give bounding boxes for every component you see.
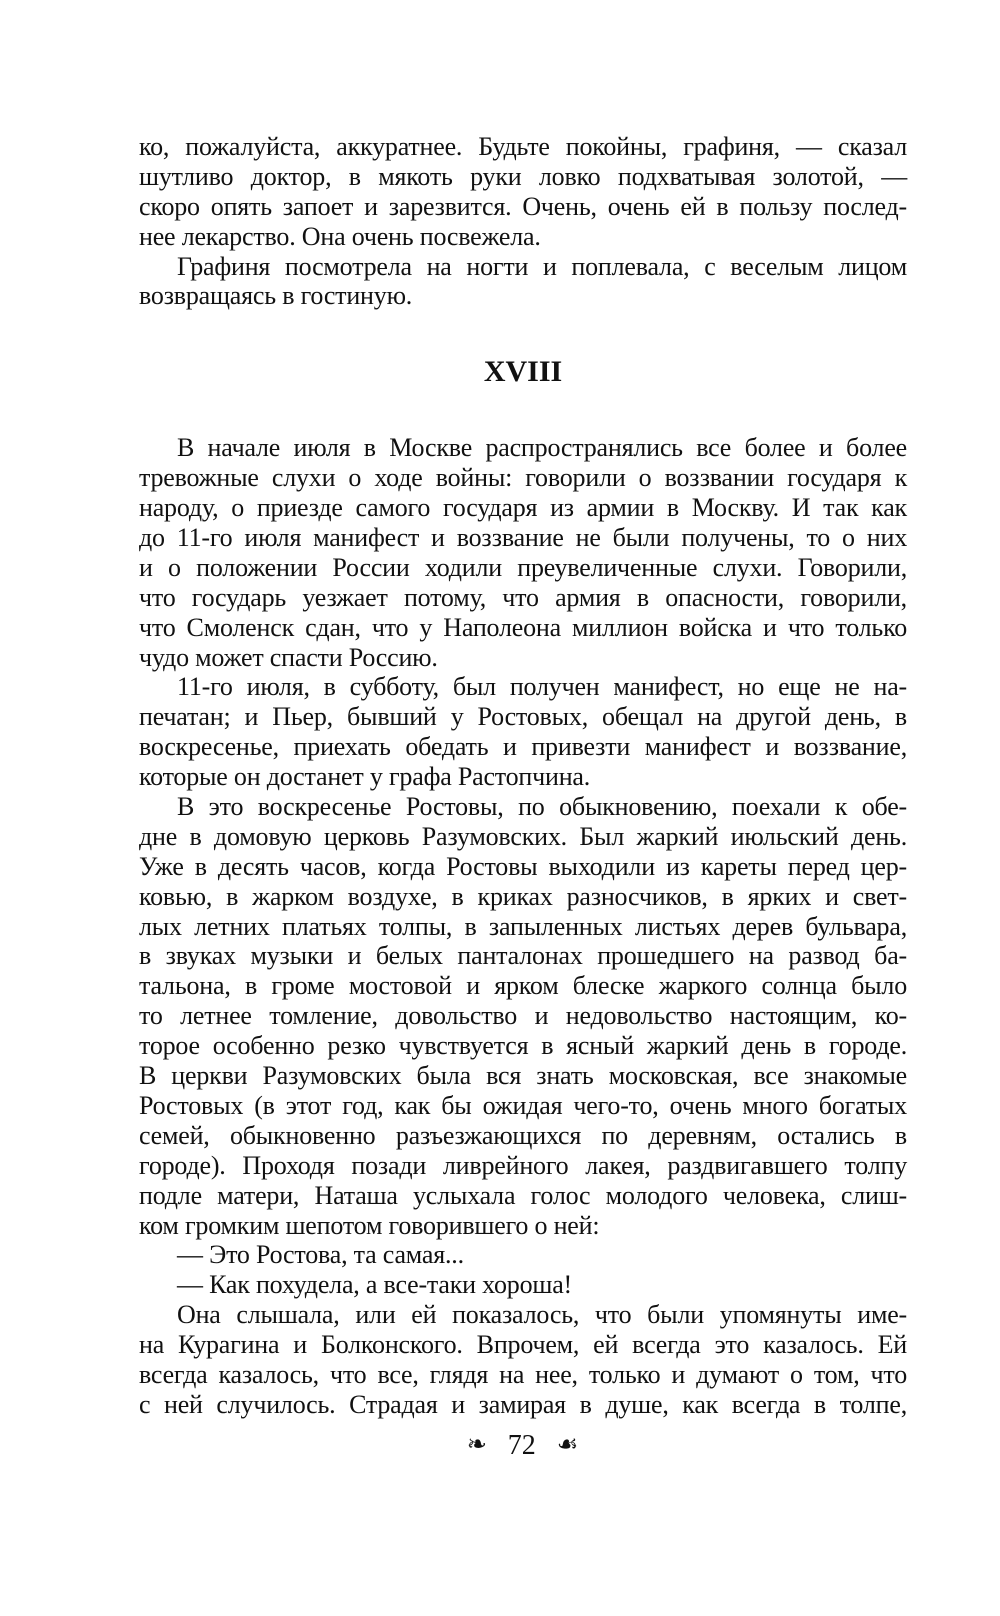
text-line: ком громким шепотом говорившего о ней: xyxy=(139,1210,600,1240)
text-line: скоро опять запоет и зарезвится. Очень, очень ей в пользу послед- xyxy=(139,191,907,221)
text-line: возвращаясь в гостиную. xyxy=(139,281,413,311)
text-line: нее лекарство. Она очень посвежела. xyxy=(139,221,541,251)
text-line: семей, обыкновенно разъезжающихся по деревням, остались в xyxy=(139,1120,907,1150)
page-footer xyxy=(0,1430,1000,1462)
text-line: до 11-го июля манифест и воззвание не были получены, то о них xyxy=(139,523,907,553)
text-line: городе). Проходя позади ливрейного лакея, раздвигавшего толпу xyxy=(139,1150,907,1180)
text-line: то летнее томление, довольство и недовольство настоящим, ко- xyxy=(139,1001,907,1031)
text-line: подле матери, Наташа услыхала голос молодого человека, слиш- xyxy=(139,1180,907,1210)
text-line: в звуках музыки и белых панталонах прошедшего на развод ба- xyxy=(139,941,907,971)
text-line: тальона, в громе мостовой и ярком блеске жаркого солнца было xyxy=(139,971,907,1001)
page-number: 72 xyxy=(507,1430,536,1461)
ornament-left-icon: ❧ xyxy=(466,1430,487,1458)
text-line: с ней случилось. Страдая и замирая в душе, как всегда в толпе, xyxy=(139,1389,907,1419)
text-line: Ростовых (в этот год, как бы ожидая чего-то, очень много богатых xyxy=(139,1090,907,1120)
text-line: что государь уезжает потому, что армия в опасности, говорили, xyxy=(139,582,907,612)
text-line: тревожные слухи о ходе войны: говорили о воззвании государя к xyxy=(139,463,907,493)
text-line: — Как похудела, а все-таки хороша! xyxy=(177,1270,573,1300)
text-line: которые он достанет у графа Растопчина. xyxy=(139,762,591,792)
text-line: Она слышала, или ей показалось, что были упомянуты име- xyxy=(177,1300,907,1330)
text-line: — Это Ростова, та самая... xyxy=(177,1240,464,1270)
text-line: Уже в десять часов, когда Ростовы выходили из кареты перед цер- xyxy=(139,851,907,881)
text-line: что Смоленск сдан, что у Наполеона миллион войска и что только xyxy=(139,612,907,642)
text-line: и о положении России ходили преувеличенные слухи. Говорили, xyxy=(139,552,907,582)
text-line: шутливо доктор, в мякоть руки ловко подхватывая золотой, — xyxy=(139,161,907,191)
text-line: торое особенно резко чувствуется в ясный жаркий день в городе. xyxy=(139,1031,907,1061)
text-line: на Курагина и Болконского. Впрочем, ей всегда это казалось. Ей xyxy=(139,1330,907,1360)
text-line: лых летних платьях толпы, в запыленных листьях дерев бульвара, xyxy=(139,911,907,941)
text-line: В это воскресенье Ростовы, по обыкновению, поехали к обе- xyxy=(177,792,907,822)
text-line: воскресенье, приехать обедать и привезти манифест и воззвание, xyxy=(139,732,907,762)
book-page-text xyxy=(139,132,907,1420)
text-line: 11-го июля, в субботу, был получен манифест, но еще не на- xyxy=(177,672,907,702)
text-line: печатан; и Пьер, бывший у Ростовых, обещал на другой день, в xyxy=(139,702,907,732)
text-line: чудо может спасти Россию. xyxy=(139,642,438,672)
text-line: ковью, в жарком воздухе, в криках разносчиков, в ярких и свет- xyxy=(139,881,907,911)
text-line: ко, пожалуйста, аккуратнее. Будьте покойны, графиня, — сказал xyxy=(139,132,907,161)
text-line: всегда казалось, что все, глядя на нее, только и думают о том, что xyxy=(139,1359,907,1389)
text-line: В церкви Разумовских была вся знать московская, все знакомые xyxy=(139,1061,907,1091)
text-line: Графиня посмотрела на ногти и поплевала, с веселым лицом xyxy=(177,251,907,281)
text-line: народу, о приезде самого государя из армии в Москву. И так как xyxy=(139,493,907,523)
text-line: дне в домовую церковь Разумовских. Был жаркий июльский день. xyxy=(139,821,907,851)
text-line: В начале июля в Москве распространялись все более и более xyxy=(177,433,907,463)
chapter-heading: XVIII xyxy=(483,355,563,389)
ornament-right-icon: ☙ xyxy=(556,1430,579,1458)
